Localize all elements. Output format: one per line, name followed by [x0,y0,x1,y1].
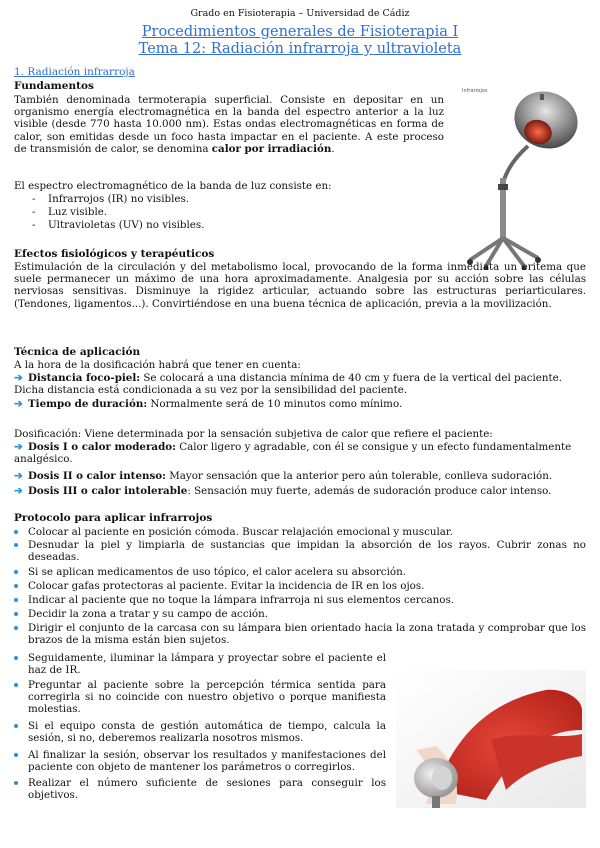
protocol-heading: Protocolo para aplicar infrarrojos [14,512,213,524]
spectrum-item: - Ultravioletas (UV) no visibles. [32,219,205,231]
technique-heading: Técnica de aplicación [14,346,141,358]
document-title: Procedimientos generales de Fisioterapia I [141,24,459,40]
topic-title: Tema 12: Radiación infrarroja y ultravioleta [138,41,462,57]
protocol-item: Desnudar la piel y limpiarla de sustancias que impidan la absorción de los rayos. Cubrir zonas no deseadas. [14,539,586,563]
arrow-icon: ➔ [14,372,23,384]
protocol-item: Seguidamente, iluminar la lámpara y proyectar sobre el paciente el haz de IR. [14,652,386,676]
technique-item: ➔ Tiempo de duración: Normalmente será de 10 minutos como mínimo. [14,398,403,410]
protocol-item: Decidir la zona a tratar y su campo de acción. [14,608,586,620]
effects-heading: Efectos fisiológicos y terapéuticos [14,248,215,260]
protocol-item: Realizar el número suficiente de sesiones para conseguir los objetivos. [14,777,386,801]
arrow-icon: ➔ [14,485,23,497]
dose-item: ➔ Dosis II o calor intenso: Mayor sensación que la anterior pero aún tolerable, conlleva sudoración. [14,470,553,482]
spectrum-intro: El espectro electromagnético de la banda de luz consiste en: [14,180,332,192]
fundamentos-paragraph: También denominada termoterapia superficial. Consiste en depositar en un organismo energía electromagnética en la banda del espectro anterior a la luz visible (desde 770 hasta 10.000 nm). Estas ondas electromagnéticas en forma de calor, son emitidas desde un foco hasta impactar en el paciente. A este proceso de transmisión de calor, se denomina calor por irradiación. [14,94,444,155]
dose-item: ➔ Dosis III o calor intolerable: Sensación muy fuerte, además de sudoración produce calor intenso. [14,485,552,497]
spectrum-item: - Luz visible. [32,206,108,218]
arrow-icon: ➔ [14,441,23,453]
protocol-item: Colocar al paciente en posición cómoda. Buscar relajación emocional y muscular. [14,526,586,538]
infrared-lamp-image [458,84,586,270]
technique-item: ➔ Distancia foco-piel: Se colocará a una distancia mínima de 40 cm y fuera de la vertical del paciente. Dicha distancia está condicionada a su vez por la sensibilidad del paciente. [14,372,563,397]
arrow-icon: ➔ [14,470,23,482]
protocol-item: Preguntar al paciente sobre la percepción térmica sentida para corregirla si no coincide con nuestro objetivo o porque manifiesta molestias. [14,679,386,716]
lamp-label: Infrarrojos [462,88,488,94]
dosage-intro: Dosificación: Viene determinada por la sensación subjetiva de calor que refiere el paciente: [14,428,493,440]
course-header: Grado en Fisioterapia – Universidad de Cádiz [190,8,410,19]
protocol-item: Indicar al paciente que no toque la lámpara infrarroja ni sus elementos cercanos. [14,594,586,606]
dose-item: ➔ Dosis I o calor moderado: Calor ligero y agradable, con él se consigue y un efecto fundamentalmente analgésico. [14,441,572,466]
arrow-icon: ➔ [14,398,23,410]
spectrum-item: - Infrarrojos (IR) no visibles. [32,193,190,205]
protocol-item: Al finalizar la sesión, observar los resultados y manifestaciones del paciente con objeto de mantener los parámetros o corregirlos. [14,749,386,773]
protocol-item: Dirigir el conjunto de la carcasa con su lámpara bien orientado hacia la zona tratada y comprobar que los brazos de la misma están bien sujetos. [14,622,586,646]
technique-intro: A la hora de la dosificación habrá que tener en cuenta: [14,359,301,371]
fundamentos-heading: Fundamentos [14,80,94,92]
effects-paragraph: Estimulación de la circulación y del metabolismo local, provocando de la forma inmediata un eritema que suele permanecer un máximo de una hora aproximadamente. Analgesia por su acción sobre las células nerviosas sensitivas. Disminuye la rigidez articular, actuando sobre las estructuras periarticulares. (Tendones, ligamentos...). Convirtiéndose en una buena técnica de aplicación, previa a la movilización. [14,261,586,310]
protocol-item: Si el equipo consta de gestión automática de tiempo, calcula la sesión, si no, deberemos realizarla nosotros mismos. [14,720,386,744]
protocol-item: Si se aplican medicamentos de uso tópico, el calor acelera su absorción. [14,566,586,578]
protocol-item: Colocar gafas protectoras al paciente. Evitar la incidencia de IR en los ojos. [14,580,586,592]
section-title: 1. Radiación infrarroja [14,66,135,78]
treatment-photo [396,670,586,808]
